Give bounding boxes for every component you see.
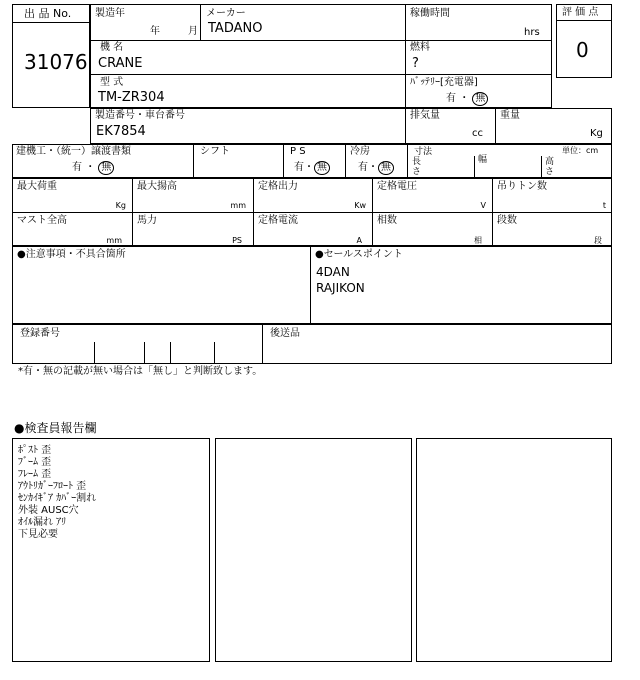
spec-max-load-label: 最大荷重 [17, 181, 57, 192]
ps-no-circled: 無 [314, 161, 330, 175]
spec-max-load-unit: Kg [115, 201, 126, 210]
dimensions-label: 寸法 [414, 147, 433, 157]
spec-horsepower-label: 馬力 [137, 215, 157, 226]
spec-phases-unit: 相 [474, 236, 482, 245]
inspector-label: ●検査員報告欄 [14, 421, 97, 435]
inspector-line-3: ﾌﾚｰﾑ 歪 [18, 469, 52, 480]
accessories-label: 後送品 [270, 328, 300, 339]
transfer-doc-label: 建機工・（統一）譲渡書類 [16, 146, 131, 157]
inspector-panel-2 [215, 438, 412, 662]
inspector-line-6: 外装 AUSC穴 [18, 505, 79, 516]
inspector-line-5: ｾﾝｶｲｷﾞｱ ｶﾊﾞｰ割れ [18, 493, 97, 504]
displacement-unit: cc [472, 128, 483, 139]
dimensions-width: 幅 [478, 155, 488, 165]
registration-label: 登録番号 [20, 328, 60, 339]
selling-point-line-2: RAJIKON [316, 281, 365, 295]
dimensions-unit-note: 単位：cm [562, 146, 599, 155]
model-name-label: 機 名 [100, 42, 124, 53]
inspector-line-4: ｱｳﾄﾘｶﾞｰﾌﾛｰﾄ 歪 [18, 481, 87, 492]
inspector-panel-3 [416, 438, 612, 662]
spec-stages-unit: 段 [594, 236, 602, 245]
spec-lifting-tons-label: 吊りトン数 [497, 181, 547, 192]
rating-value: 0 [576, 38, 589, 62]
spec-rated-voltage-label: 定格電圧 [377, 181, 417, 192]
serial-value: EK7854 [96, 124, 146, 139]
fuel-label: 燃料 [410, 42, 430, 53]
battery-no-circled: 無 [472, 92, 488, 106]
transfer-doc-no-circled: 無 [98, 161, 114, 175]
registration-box [12, 324, 612, 364]
dimensions-length: 長さ [412, 157, 422, 177]
spec-mast-height-label: マスト全高 [17, 215, 67, 226]
battery-label: ﾊﾞｯﾃﾘｰ[充電器] [410, 77, 478, 88]
cooler-no-circled: 無 [378, 161, 394, 175]
model-name-value: CRANE [98, 56, 143, 71]
spec-max-lift-label: 最大揚高 [137, 181, 177, 192]
fuel-value: ? [412, 56, 419, 71]
manufacture-year-label: 製造年 [95, 8, 125, 19]
spec-max-lift-unit: mm [230, 201, 246, 210]
spec-rated-voltage-unit: V [480, 201, 486, 210]
month-unit: 月 [188, 26, 198, 37]
weight-unit: Kg [590, 128, 603, 139]
inspector-line-2: ﾌﾞｰﾑ 歪 [18, 457, 52, 468]
weight-label: 重量 [500, 110, 520, 121]
spec-phases-label: 相数 [377, 215, 397, 226]
inspector-line-1: ﾎﾟｽﾄ 歪 [18, 445, 52, 456]
spec-rated-output-unit: Kw [354, 201, 366, 210]
spec-horsepower-unit: PS [232, 236, 242, 245]
battery-options: 有 ・ 無 [446, 92, 488, 106]
spec-stages-label: 段数 [497, 215, 517, 226]
lot-number-label: 出 品 No. [24, 7, 72, 20]
operating-hours-label: 稼働時間 [410, 8, 450, 19]
selling-point-line-1: 4DAN [316, 265, 350, 279]
inspector-line-8: 下見必要 [18, 529, 58, 540]
ps-label: P S [290, 146, 306, 157]
cooler-label: 冷房 [350, 146, 370, 157]
model-type-value: TM-ZR304 [98, 90, 165, 105]
battery-yes: 有 [446, 93, 456, 104]
spec-lifting-tons-unit: t [602, 201, 606, 210]
cooler-options: 有・ 無 [358, 161, 394, 175]
spec-rated-current-label: 定格電流 [258, 215, 298, 226]
maker-label: メーカー [206, 8, 246, 19]
shift-label: シフト [200, 146, 230, 157]
dimensions-height: 高さ [545, 157, 555, 177]
lot-number: 31076 [24, 50, 88, 74]
selling-points-label: ●セールスポイント [315, 249, 403, 260]
footnote: *有・無の記載が無い場合は「無し」と判断致します。 [18, 366, 263, 377]
operating-hours-unit: hrs [524, 27, 540, 38]
maker-value: TADANO [208, 21, 263, 36]
rating-label: 評 価 点 [562, 7, 599, 18]
serial-label: 製造番号・車台番号 [95, 110, 185, 121]
spec-mast-height-unit: mm [106, 236, 122, 245]
notes-label: ●注意事項・不具合箇所 [17, 249, 126, 260]
inspector-line-7: ｵｲﾙ漏れ ｱﾘ [18, 517, 67, 528]
displacement-label: 排気量 [410, 110, 440, 121]
transfer-doc-options: 有 ・ 無 [72, 161, 114, 175]
spec-rated-current-unit: A [356, 236, 362, 245]
model-type-label: 型 式 [100, 77, 124, 88]
spec-rated-output-label: 定格出力 [258, 181, 298, 192]
year-unit: 年 [150, 26, 160, 37]
ps-options: 有・ 無 [294, 161, 330, 175]
